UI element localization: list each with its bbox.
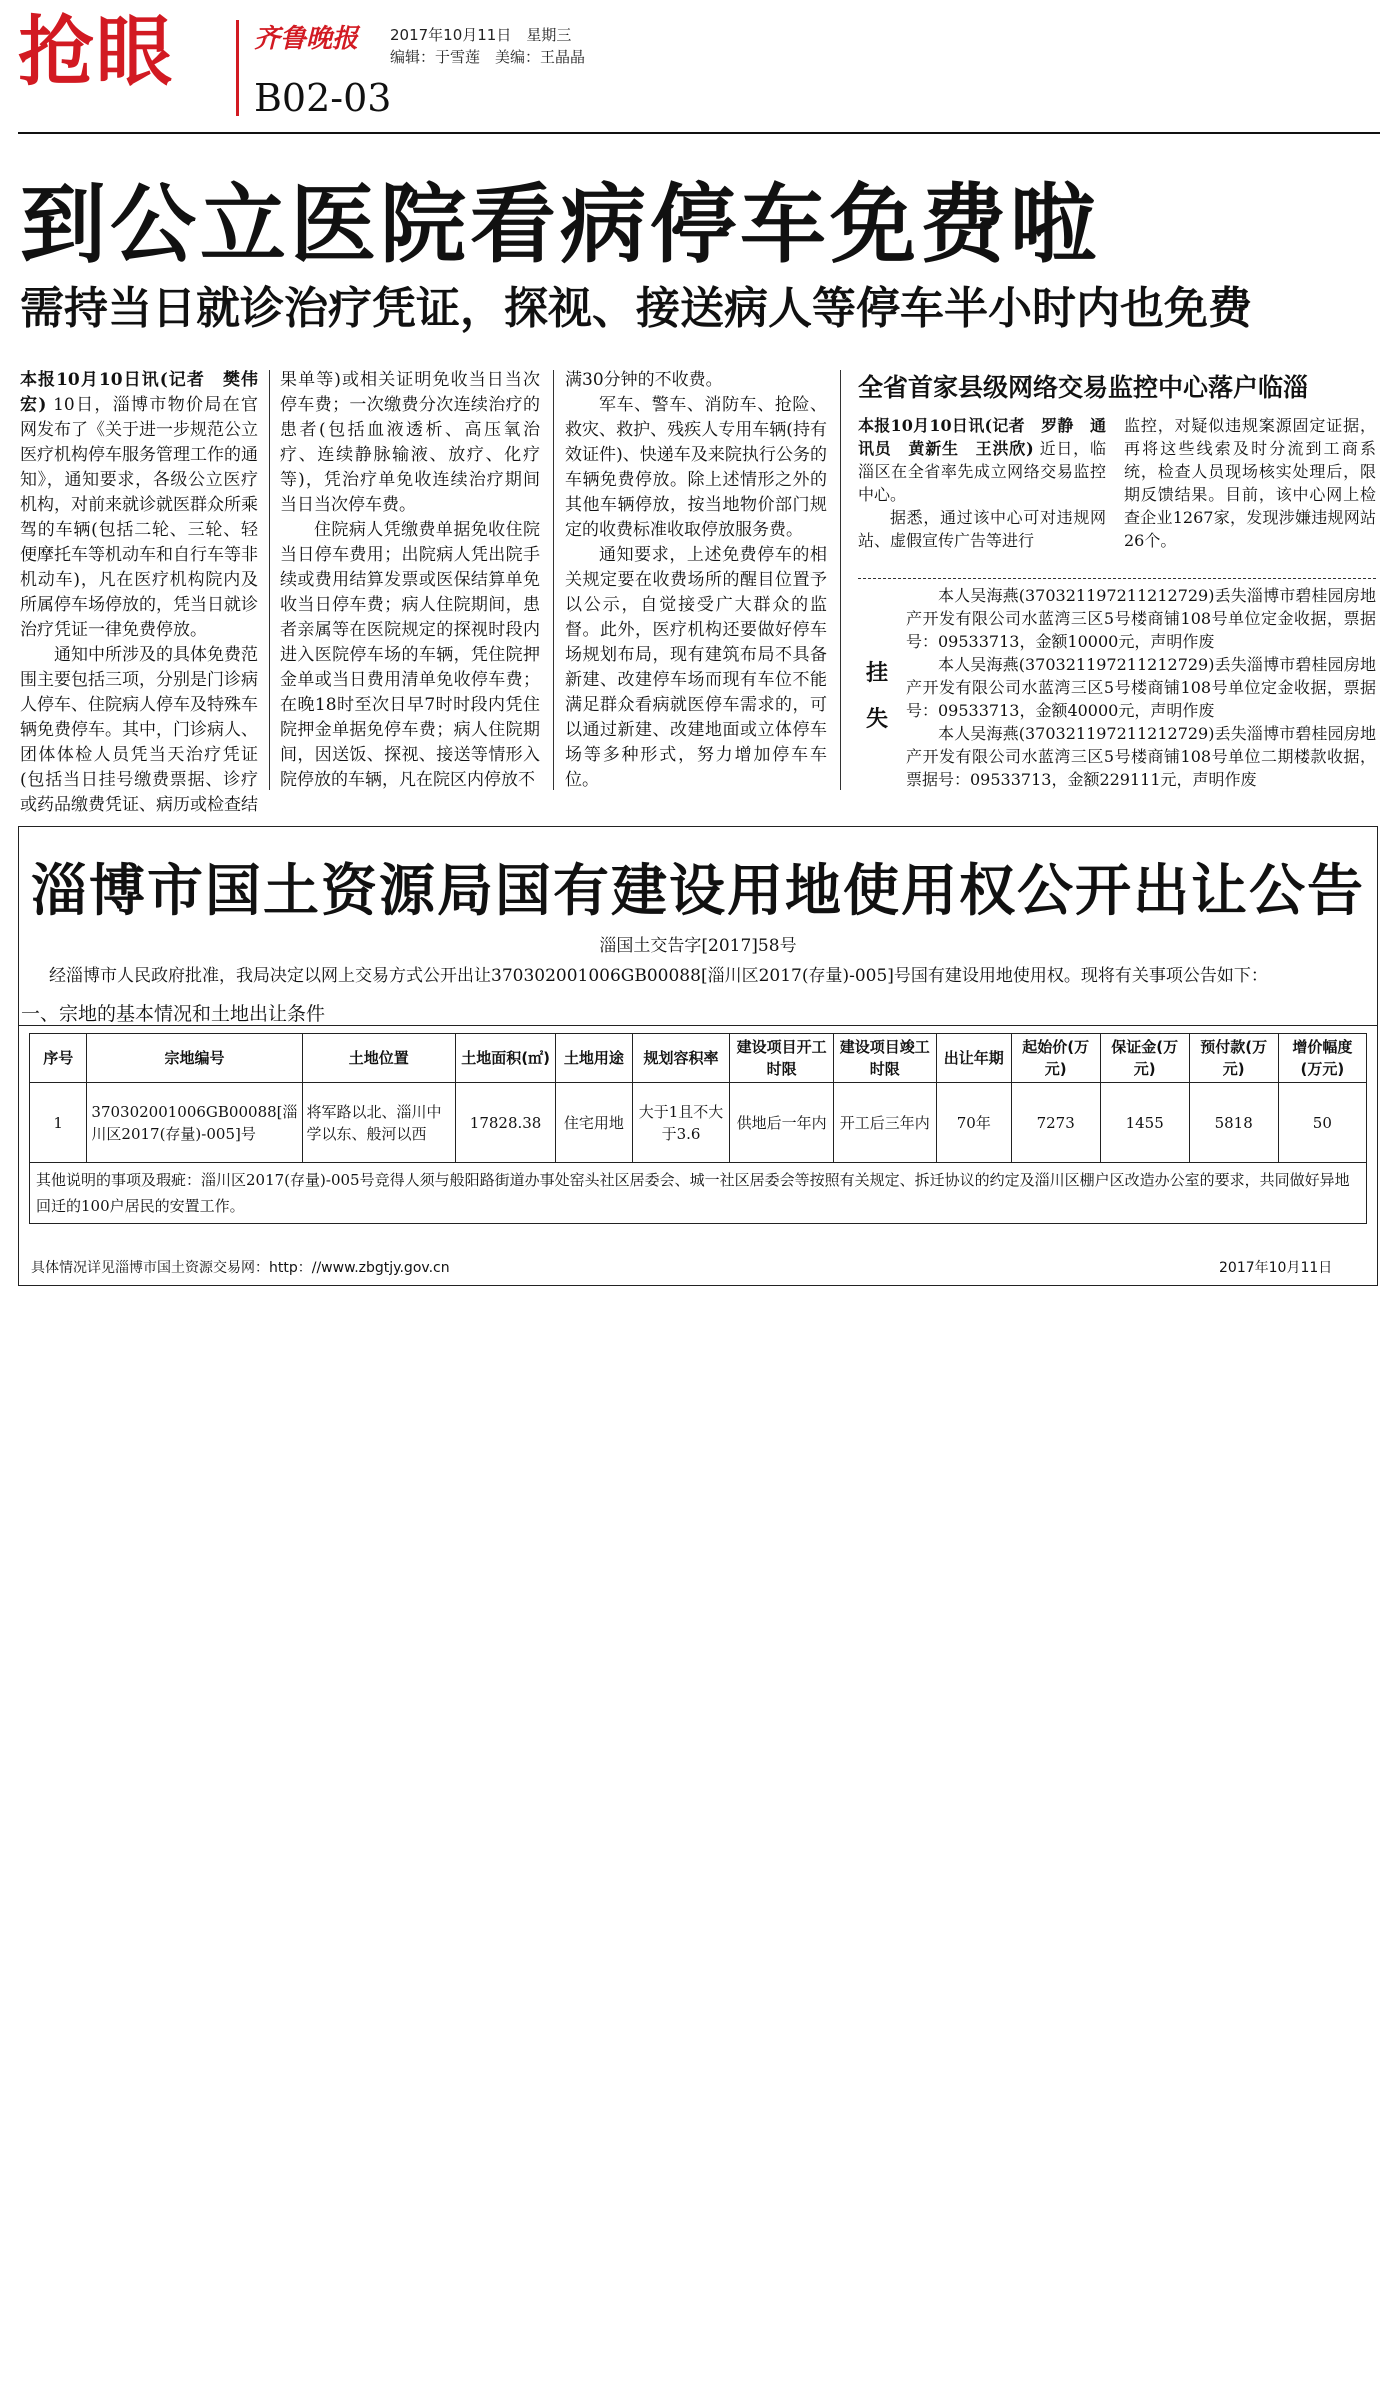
header-cell: 保证金(万元): [1100, 1034, 1189, 1083]
notice-footer-date: 2017年10月11日: [1219, 1260, 1333, 1276]
masthead-rule: [18, 132, 1380, 134]
paragraph-text: 近日，临淄区在全省率先成立网络交易监控中心。: [858, 439, 1106, 504]
main-article-col-3: [565, 368, 827, 793]
paragraph: 住院病人凭缴费单据免收住院当日停车费用；出院病人凭出院手续或费用结算发票或医保结算单免收当日停车费；病人住院期间，患者亲属等在医院规定的探视时段内进入医院停车场的车辆，凭住院押金单或当日费用清单免收停车费；在晚18时至次日早7时时段内凭住院押金单据免停车费；病人住院期间，因送饭、探视、接送等情形入院停放的车辆，凡在院区内停放不: [280, 520, 540, 790]
column-divider: [269, 370, 270, 790]
header-cell: 增价幅度(万元): [1278, 1034, 1366, 1083]
newspaper-name: 齐鲁晚报: [254, 24, 359, 54]
table-header-row: [30, 1034, 1367, 1083]
lost-label-2: 失: [866, 707, 889, 732]
page-number: B02-03: [254, 76, 392, 120]
paragraph: 通知要求，上述免费停车的相关规定要在收费场所的醒目位置予以公示，自觉接受广大群众的监督。此外，医疗机构还要做好停车场规划布局，现有建筑布局不具备新建、改建停车场而现有车位不能满足群众看病就医停车需求的，可以通过新建、改建地面或立体停车场等多种形式，努力增加停车车位。: [565, 545, 827, 790]
header-cell: 建设项目竣工时限: [833, 1034, 936, 1083]
table-cell: 住宅用地: [556, 1083, 632, 1163]
section-rule: [19, 1025, 1377, 1026]
paragraph: 据悉，通过该中心可对违规网站、虚假宣传广告等进行: [858, 508, 1106, 550]
side-article-col-2: [1124, 414, 1376, 552]
lost-notice-list: [906, 584, 1376, 791]
header-cell: 土地面积(㎡): [456, 1034, 556, 1083]
table-cell: 供地后一年内: [730, 1083, 833, 1163]
header-cell: 土地用途: [556, 1034, 632, 1083]
paragraph: [20, 368, 258, 643]
lost-item: 本人吴海燕(370321197211212729)丢失淄博市碧桂园房地产开发有限公司水蓝湾三区5号楼商铺108号单位定金收据，票据号：09533713，金额40000元，声明作废: [906, 655, 1376, 720]
table-cell: 将军路以北、淄川中学以东、般河以西: [302, 1083, 456, 1163]
paragraph: [858, 414, 1106, 506]
table-cell: 50: [1278, 1083, 1366, 1163]
paragraph: 通知中所涉及的具体免费范围主要包括三项，分别是门诊病人停车、住院病人停车及特殊车辆免费停车。其中，门诊病人、团体体检人员凭当天治疗凭证(包括当日挂号缴费票据、诊疗或药品缴费凭证、病历或检查结: [20, 645, 258, 815]
table-cell: 1455: [1100, 1083, 1189, 1163]
paragraph: 监控，对疑似违规案源固定证据，再将这些线索及时分流到工商系统，检查人员现场核实处理后，限期反馈结果。目前，该中心网上检查企业1267家，发现涉嫌违规网站26个。: [1124, 416, 1376, 550]
table-cell: 大于1且不大于3.6: [632, 1083, 730, 1163]
table-cell: 70年: [936, 1083, 1011, 1163]
byline: 本报10月10日讯(记者 樊伟宏): [20, 370, 258, 415]
lost-item: 本人吴海燕(370321197211212729)丢失淄博市碧桂园房地产开发有限公司水蓝湾三区5号楼商铺108号单位二期楼款收据，票据号：09533713，金额229111元，声明作废: [906, 724, 1376, 789]
main-subhead: 需持当日就诊治疗凭证，探视、接送病人等停车半小时内也免费: [20, 283, 1252, 334]
table-cell: 7273: [1011, 1083, 1100, 1163]
land-notice-title: 淄博市国土资源局国有建设用地使用权公开出让公告: [31, 858, 1365, 924]
header-cell: 预付款(万元): [1189, 1034, 1278, 1083]
section-heading: 一、宗地的基本情况和土地出让条件: [21, 1003, 326, 1025]
section-title: 抢眼: [18, 7, 174, 96]
table-cell: 1: [30, 1083, 87, 1163]
editor-line: 编辑：于雪莲 美编：王晶晶: [390, 48, 586, 66]
notice-intro: 经淄博市人民政府批准，我局决定以网上交易方式公开出让370302001006GB00088[淄川区2017(存量)-005]号国有建设用地使用权。现将有关事项公告如下：: [49, 966, 1268, 986]
header-cell: 土地位置: [302, 1034, 456, 1083]
byline: 本报10月10日讯(记者 罗静 通讯员 黄新生 王洪欣): [858, 416, 1106, 458]
table-cell: 开工后三年内: [833, 1083, 936, 1163]
paragraph: 满30分钟的不收费。: [565, 370, 723, 390]
masthead-divider: [236, 20, 239, 116]
header-cell: 起始价(万元): [1011, 1034, 1100, 1083]
header-cell: 宗地编号: [87, 1034, 302, 1083]
main-article-col-2: [280, 368, 540, 793]
header-cell: 序号: [30, 1034, 87, 1083]
main-article-col-1: [20, 368, 258, 818]
remarks-row: [30, 1163, 1367, 1224]
side-headline: 全省首家县级网络交易监控中心落户临淄: [858, 373, 1309, 402]
lost-item: 本人吴海燕(370321197211212729)丢失淄博市碧桂园房地产开发有限公司水蓝湾三区5号楼商铺108号单位定金收据，票据号：09533713，金额10000元，声明作废: [906, 586, 1376, 651]
table-cell: 370302001006GB00088[淄川区2017(存量)-005]号: [87, 1083, 302, 1163]
header-cell: 建设项目开工时限: [730, 1034, 833, 1083]
column-divider: [553, 370, 554, 790]
side-article-col-1: [858, 414, 1106, 552]
remarks-cell: 其他说明的事项及瑕疵：淄川区2017(存量)-005号竞得人须与般阳路街道办事处窑头社区居委会、城一社区居委会等按照有关规定、拆迁协议的约定及淄川区棚户区改造办公室的要求，共同做好异地回迁的100户居民的安置工作。: [30, 1163, 1367, 1224]
column-divider: [840, 370, 841, 790]
document-number: 淄国土交告字[2017]58号: [599, 936, 797, 956]
table-row: [30, 1083, 1367, 1163]
table-cell: 17828.38: [456, 1083, 556, 1163]
header-cell: 规划容积率: [632, 1034, 730, 1083]
table-cell: 5818: [1189, 1083, 1278, 1163]
notice-footer-link: 具体情况详见淄博市国土资源交易网：http：//www.zbgtjy.gov.cn: [31, 1260, 450, 1276]
lost-label-1: 挂: [866, 661, 889, 686]
paragraph: 军车、警车、消防车、抢险、救灾、救护、残疾人专用车辆(持有效证件)、快递车及来院执行公务的车辆免费停放。除上述情形之外的其他车辆停放，按当地物价部门规定的收费标准收取停放服务费。: [565, 395, 827, 540]
main-headline: 到公立医院看病停车免费啦: [20, 175, 1100, 275]
date-line: 2017年10月11日 星期三: [390, 26, 572, 44]
side-divider: [858, 578, 1376, 579]
land-notice-box: [18, 826, 1378, 1286]
land-table: [29, 1033, 1367, 1224]
paragraph: 果单等)或相关证明免收当日当次停车费；一次缴费分次连续治疗的患者(包括血液透析、高压氧治疗、连续静脉输液、放疗、化疗等)，凭治疗单免收连续治疗期间当日当次停车费。: [280, 370, 540, 515]
header-cell: 出让年期: [936, 1034, 1011, 1083]
paragraph-text: 10日，淄博市物价局在官网发布了《关于进一步规范公立医疗机构停车服务管理工作的通知》，通知要求，各级公立医疗机构，对前来就诊就医群众所乘驾的车辆(包括二轮、三轮、轻便摩托车等机动车和自行车等非机动车)，凡在医疗机构院内及所属停车场停放的，凭当日就诊治疗凭证一律免费停放。: [20, 395, 258, 640]
